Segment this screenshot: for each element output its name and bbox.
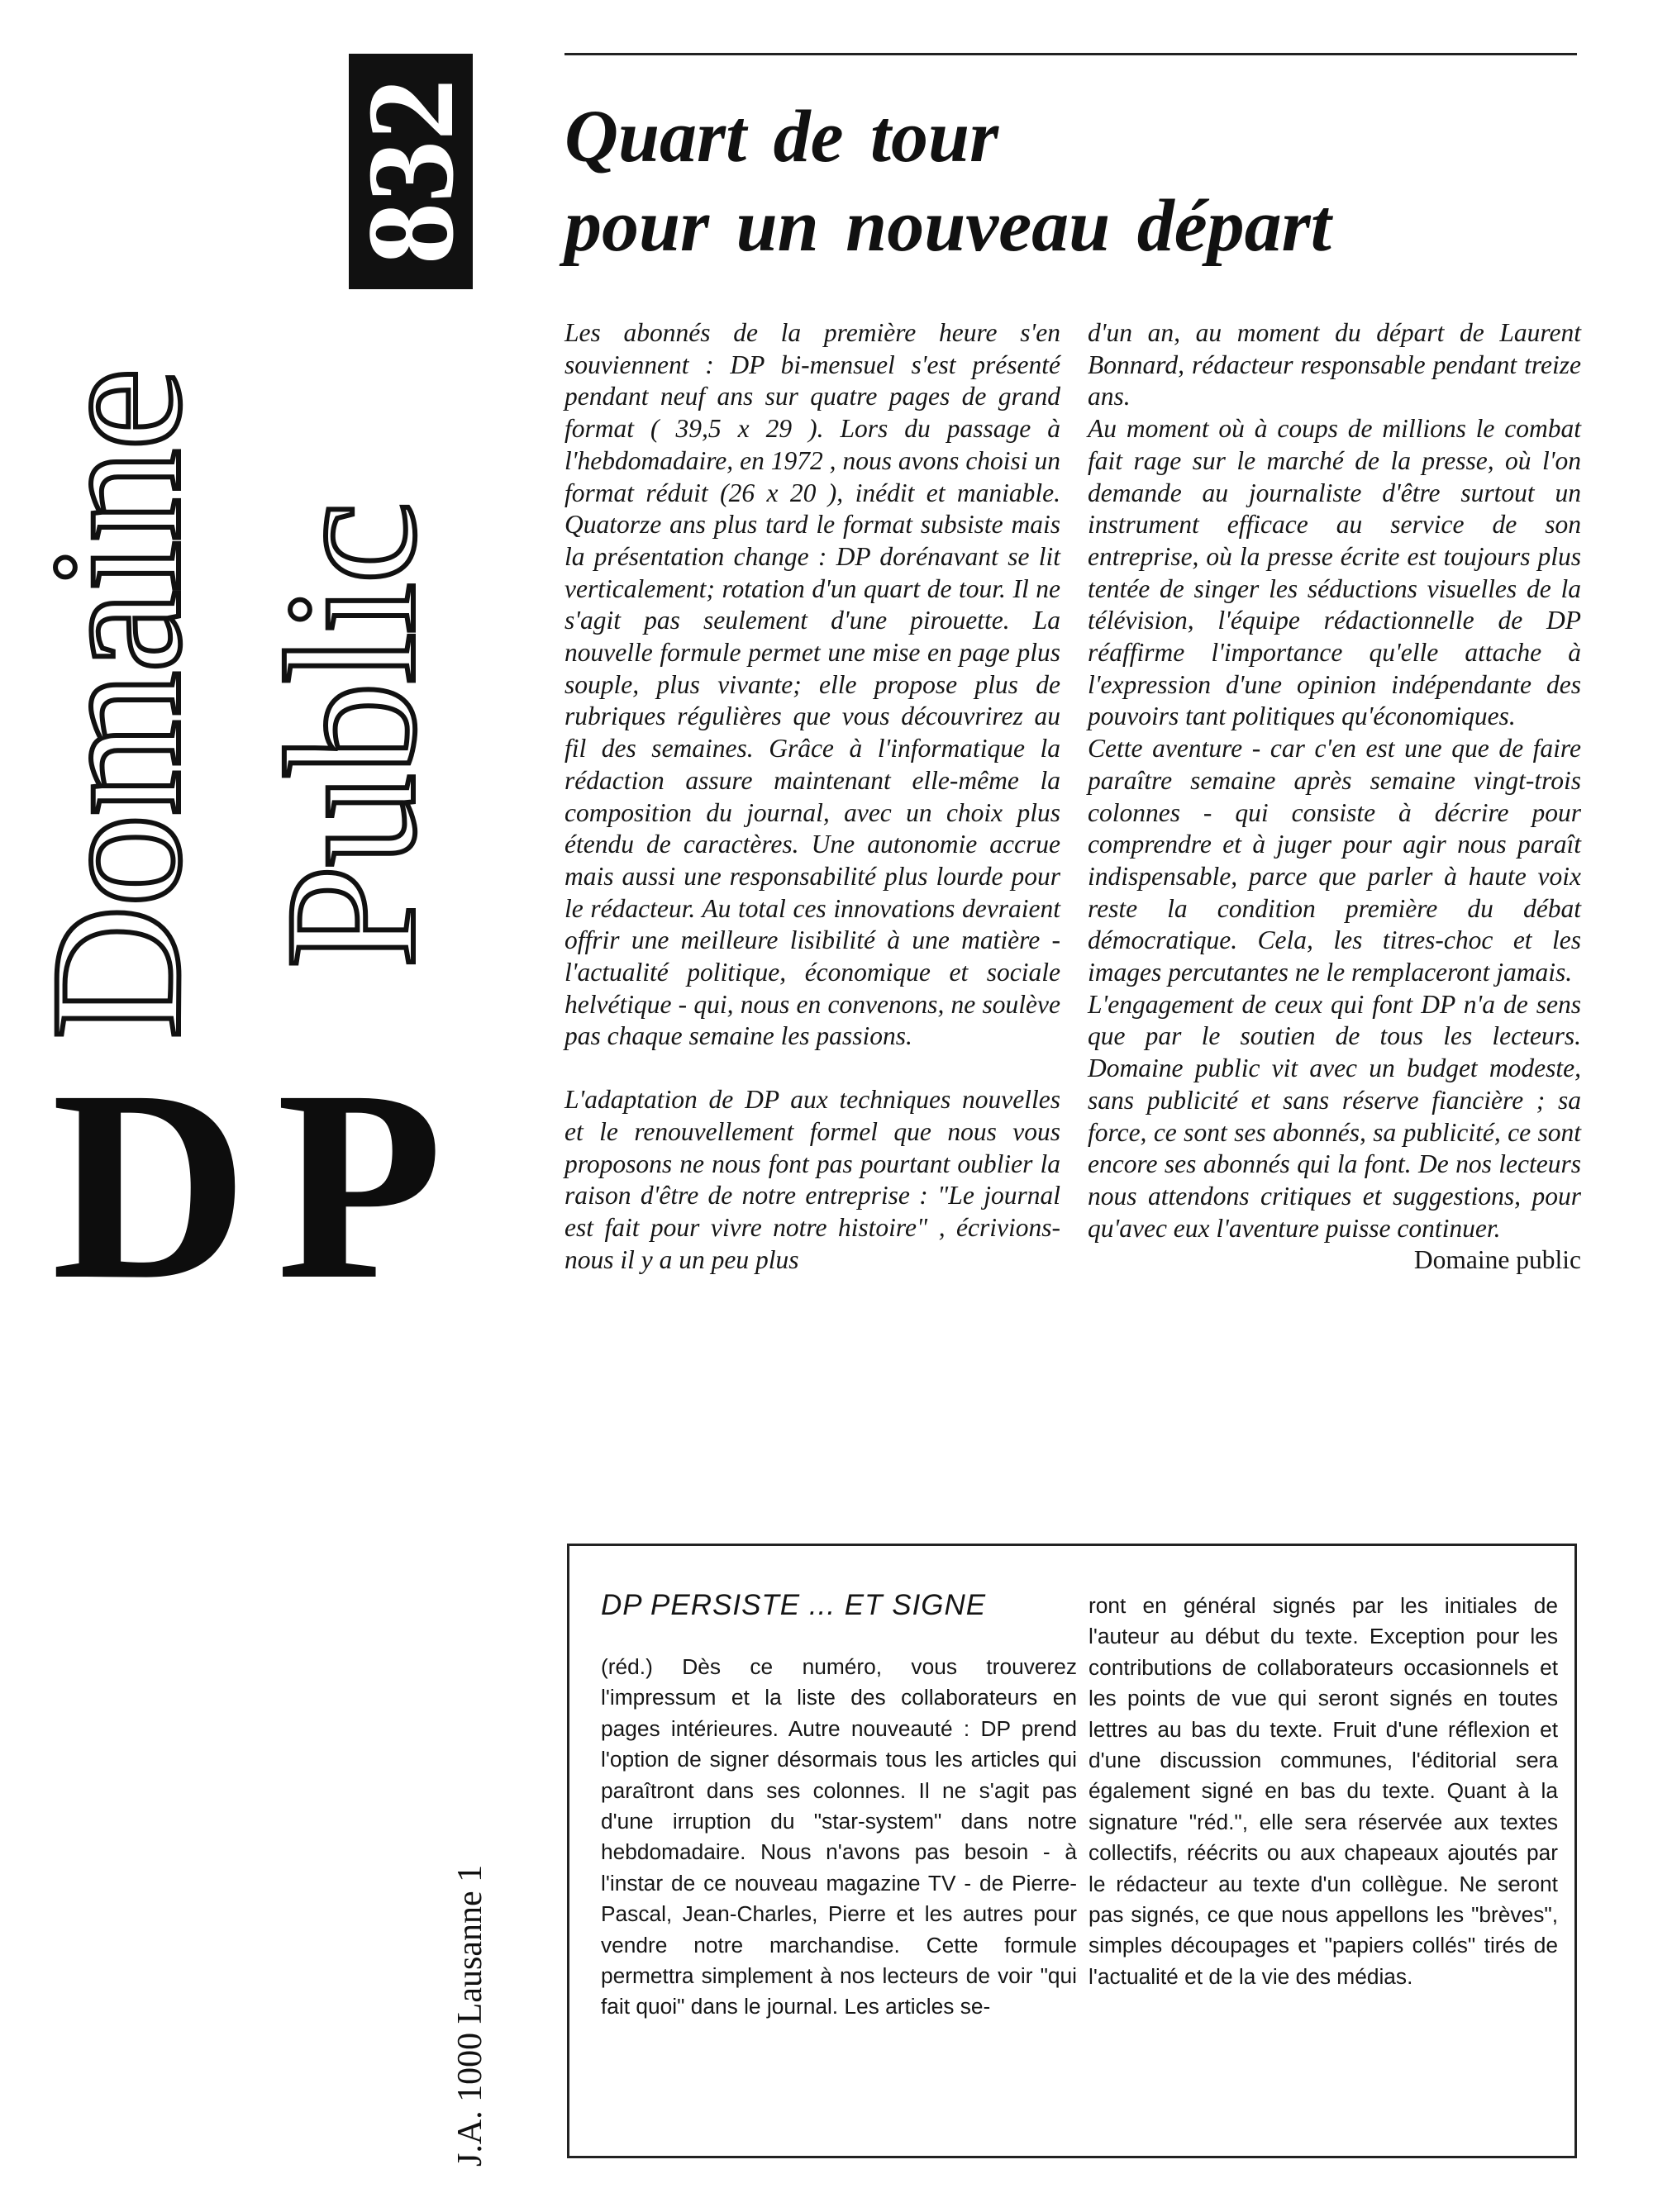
article-column-right (1088, 317, 1581, 1277)
article-paragraph: d'un an, au moment du départ de Laurent Bonnard, rédacteur responsable pendant treize ans. (1088, 318, 1581, 411)
notice-title: DP PERSISTE ... ET SIGNE (601, 1589, 987, 1621)
article-headline (564, 93, 1581, 271)
article-paragraph: Au moment où à coups de millions le combat fait rage sur le marché de la presse, où l'on demande au journaliste d'être surtout un instrument efficace au service de son entreprise, où la presse écrite est toujours plus tentée de singer les séductions visuelles de la télévision, l'équipe rédactionnelle de DP réaffirme l'importance qu'elle attache à l'expression d'une opinion indépendante des pouvoirs tant politiques qu'économiques. (1088, 414, 1581, 731)
masthead (0, 0, 512, 2212)
notice-column-left (601, 1652, 1077, 2023)
article-paragraph: L'engagement de ceux qui font DP n'a de sens que par le soutien de tous les lecteurs. Domaine public vit avec un budget modeste, sans publicité et sans réserve fiancière ; sa force, ce sont ses abonnés, sa publicité, ce sont encore ses abonnés qui la font. De nos lecteurs nous attendons critiques et suggestions, pour qu'avec eux l'aventure puisse continuer. (1088, 989, 1581, 1243)
notice-paragraph: ront en général signés par les initiales de l'auteur au début du texte. Exception pour les contributions de collaborateurs occasionnels et les points de vue qui seront signés en toutes lettres au bas du texte. Fruit d'une réflexion et d'une discussion communes, l'éditorial sera également signé en bas du texte. Quant à la signature "réd.", elle sera réservée aux textes collectifs, réécrits ou aux chapeaux ajoutés par le rédacteur au texte d'un collègue. Ne seront pas signés, ce que nous appellons les "brèves", simples découpages et "papiers collés" tirés de l'actualité et de la vie des médias. (1089, 1593, 1558, 1989)
article-paragraph: Cette aventure - car c'en est une que de faire paraître semaine après semaine vingt-trois colonnes - qui consiste à décrire pour comprendre et à juger pour agir nous paraît indispensable, parce que parler à haute voix reste la condition première du débat démocratique. Cela, les titres-choc et les images percutantes ne le remplaceront jamais. (1088, 734, 1581, 987)
postal-mark: J.A. 1000 Lausanne 1 (451, 1864, 489, 2167)
masthead-title-public: Public (247, 502, 454, 968)
dp-logo: DP (51, 1035, 471, 1336)
notice-column-right (1089, 1591, 1558, 1992)
notice-box (567, 1544, 1577, 2158)
article-column-left (564, 317, 1060, 1276)
headline-line-2: pour un nouveau départ (564, 185, 1331, 267)
article-paragraph: Les abonnés de la première heure s'en souviennent : DP bi-mensuel s'est présenté pendant neuf ans sur quatre pages de grand format ( 39,5 x 29 ). Lors du passage à l'hebdomadaire, en 1972 , nous avons choisi un format réduit (26 x 20 ), inédit et maniable. Quatorze ans plus tard le format subsiste mais la présentation change : DP dorénavant se lit verticalement; rotation d'un quart de tour. Il ne s'agit pas seulement d'une pirouette. La nouvelle formule permet une mise en page plus souple, plus vivante; elle propose plus de rubriques régulières que vous découvrirez au fil des semaines. Grâce à l'informatique la rédaction assure maintenant elle-même la composition du journal, avec un choix plus étendu de caractères. Une autonomie accrue mais aussi une responsabilité plus lourde pour le rédacteur. Au total ces innovations devraient offrir une meilleure lisibilité à une matière - l'actualité politique, économique et sociale helvétique - qui, nous en convenons, ne soulève pas chaque semaine les passions. (564, 318, 1060, 1051)
masthead-title-domaine: Domaine (12, 369, 219, 1039)
issue-number-badge: 832 (349, 54, 473, 289)
article-signature: Domaine public (1413, 1245, 1581, 1275)
article-paragraph: L'adaptation de DP aux techniques nouvelles et le renouvellement formel que nous vous proposons ne nous font pas pourtant oublier la raison d'être de notre entreprise : "Le journal est fait pour vivre notre histoire" , écrivions-nous il y a un peu plus (564, 1085, 1060, 1274)
top-rule (564, 53, 1577, 55)
paragraph-gap (564, 1053, 1060, 1084)
headline-line-1: Quart de tour (564, 96, 999, 178)
notice-paragraph: (réd.) Dès ce numéro, vous trouverez l'impressum et la liste des collaborateurs en pages intérieures. Autre nouveauté : DP prend l'option de signer désormais tous les articles qui paraîtront dans ses colonnes. Il ne s'agit pas d'une irruption du "star-system" dans notre hebdomadaire. Nous n'avons pas besoin - à l'instar de ce nouveau magazine TV - de Pierre-Pascal, Jean-Charles, Pierre et les autres pour vendre notre marchandise. Cette formule permettra simplement à nos lecteurs de voir "qui fait quoi" dans le journal. Les articles se- (601, 1654, 1077, 2019)
